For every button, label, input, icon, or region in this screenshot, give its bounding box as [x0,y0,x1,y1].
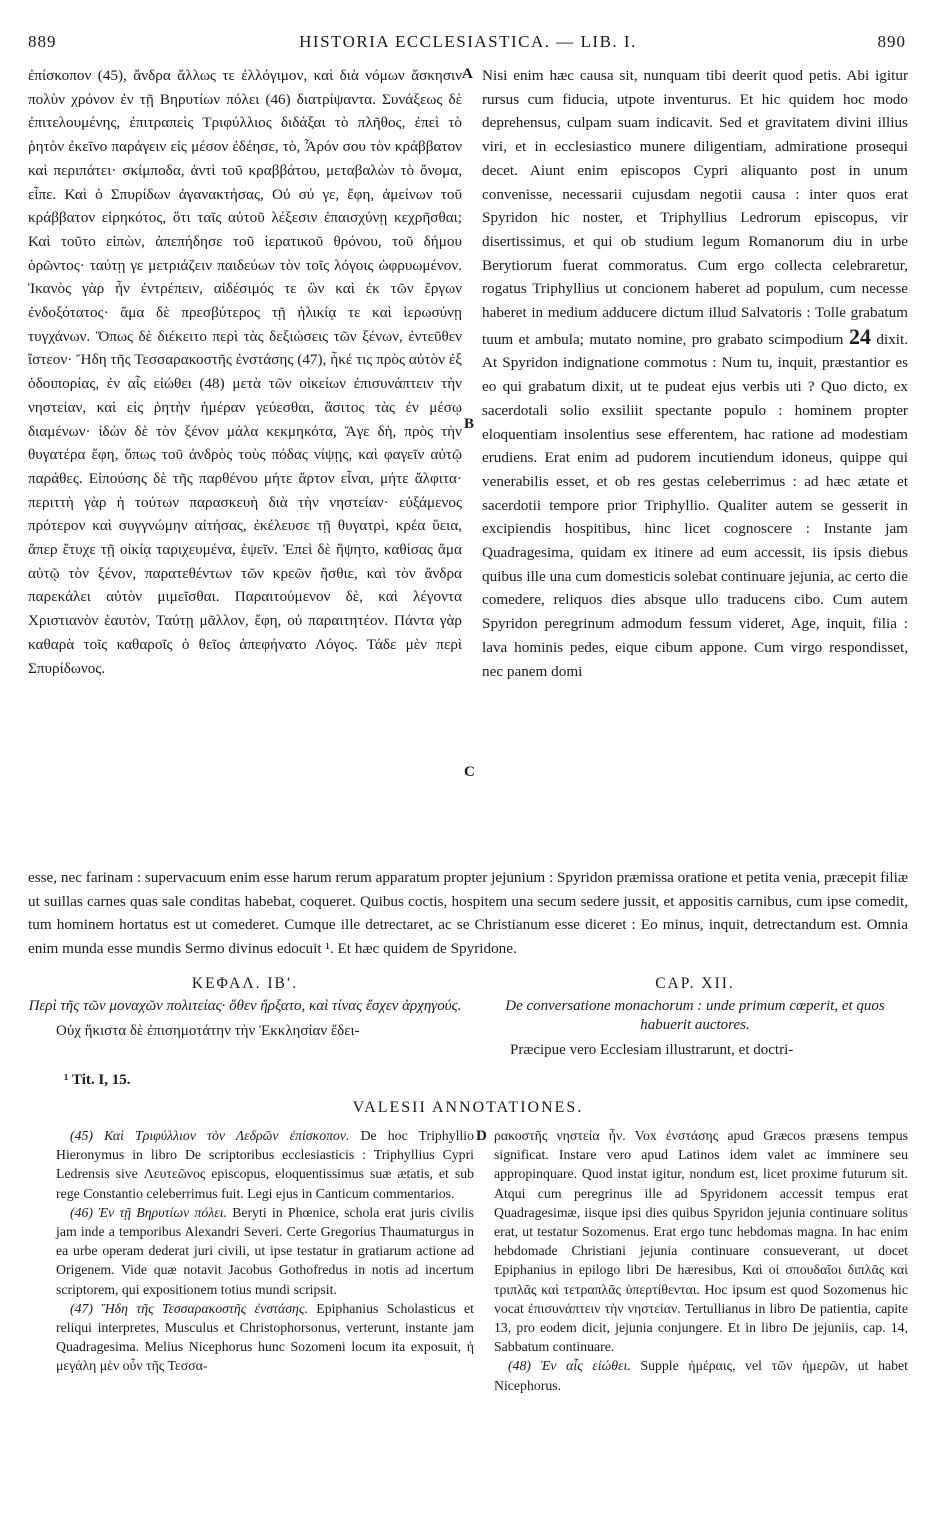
annotation-45-lemma: (45) Καὶ Τριφύλλιον τὸν Λεδρῶν ἐπίσκοπον. [70,1128,350,1143]
column-number-marker: 24 [848,323,871,349]
footnote: ¹ Tit. I, 15. [64,1072,131,1088]
margin-letter-c: C [464,764,475,780]
chapter-greek-title: ΚΕΦΑΛ. ΙΒʹ. [191,975,299,992]
page-number-right: 890 [877,32,906,51]
latin-text [482,64,908,683]
full-width-text: esse, nec farinam : supervacuum enim esse harum rerum apparatum propter jejunium : Spyridon præmissa oratione et petita venia, præcepit filiæ ut suillas carnes quas sale conditas habebat, coqueret. Quibus coctis, hospitem una secum sedere jussit, et appositis carnibus, cum ipse comedit, tum hominem hortatus est ut comederet. Cumque ille detrectaret, ac se Christianum esse diceret : Eo minus, inquit, detrectandum est. Omnia enim munda esse mundis Sermo divinus edocuit ¹. Et hæc quidem de Spyridone. [28,869,908,958]
annotation-47 [56,1299,474,1376]
latin-column [482,64,908,683]
annotation-47-continued: ρακοστῆς νηστεία ἦν. Vox ἐνστάσης apud Græcos præsens tempus significat. Instare vero apud Latinos idem valet ac imminere seu appropinquare. Quod instat igitur, nondum est, licet proxime futurum sit. Atqui cum peregrinus ille ad Spyridonem accessit tempus erat Quadragesimæ, iisque ipsi dies quibus Spyridon jejunia continuare solitus erat, ut testatur Sozomenus. Erat ergo tunc hebdomas magna. In hac enim hebdomade Christiani jejunia continuare consueverant, ut docet Epiphanius in epilogo libri De hæresibus, Καὶ οἱ σπουδαῖοι διπλᾶς καὶ τριπλᾶς καὶ τετραπλᾶς ὑπερτίθενται. Hoc ipsum est quod Sozomenus hic vocat ἐπισυνάπτειν τὴν νηστείαν. Tertullianus in libro De patientia, capite 13, pro eodem dicit, jejunia conjungere. Et in libro De jejuniis, cap. 14, Sabbatum continuare. [494,1128,908,1355]
annotation-45-text: De hoc Triphyllio Hieronymus in libro De scriptoribus ecclesiasticis : Triphyllius Cypri Ledrensis sive Λευτεῶνος episcopus, eloquentissimus suæ ætatis, et sub rege Constantio celeberrimus fuit. Legi ejus in Canticum commentarios. [56,1128,474,1201]
annotations-left-column [56,1126,474,1376]
page-number-left: 889 [28,32,57,51]
annotation-47-lemma: (47) Ἤδη τῆς Τεσσαρακοστῆς ἐνστάσης. [70,1300,308,1316]
running-title: HISTORIA ECCLESIASTICA. — LIB. I. [299,32,637,51]
annotation-48-lemma: (48) Ἐν αἷς εἰώθει. [508,1358,631,1374]
latin-text-part-1: Nisi enim hæc causa sit, nunquam tibi deerit quod petis. Abi igitur rursus cum fiducia, utpote inventurus. Et hic quidem hoc modo deprehensus, culpam suam indicavit. Sed et gravitatem divini illius viri, et in ecclesiastico munere diligentiam, admiratione prosequi decet. Aiunt enim episcopos Cypri aliquanto post in unum convenisse, necessarii cujusdam negotii causa : inter quos erat Spyridon hic noster, et Triphyllius Ledrorum episcopus, vir disertissimus, et qui ob studium legum Romanorum diu in urbe Berytiorum fuerat commoratus. Cum ergo collecta celebraretur, rogatus Triphyllius ut concionem haberet ad populum, cum necesse haberet in medium adducere dictum illud Salvatoris : Tolle grabatum tuum et ambula; mutato nomine, pro grabato scimpodium [482,67,908,348]
chapter-greek [28,975,462,1042]
greek-column [28,64,462,680]
annotation-45 [56,1126,474,1203]
annotations-heading: VALESII ANNOTATIONES. [352,1099,584,1116]
margin-letter-a: A [462,66,473,82]
chapter-greek-subtitle: Περὶ τῆς τῶν μοναχῶν πολιτείας· ὅθεν ἤρξατο, καὶ τίνας ἔσχεν ἀρχηγούς. [28,998,462,1014]
annotation-48-text: Supple ἡμέραις, vel τῶν ἡμερῶν, ut habet Nicephorus. [494,1358,908,1393]
margin-letter-b: B [464,416,475,432]
chapter-latin-title: CAP. XII. [655,975,735,992]
annotation-48 [494,1356,908,1394]
annotations-right-column [494,1126,908,1395]
chapter-latin-subtitle: De conversatione monachorum : unde primum cœperit, et quos habuerit auctores. [505,998,885,1033]
greek-text: ἐπίσκοπον (45), ἄνδρα ἄλλως τε ἐλλόγιμον, καὶ διὰ νόμων ἄσκησιν πολὺν χρόνον ἐν τῇ Βηρυτίων πόλει (46) διατρίψαντα. Συνάξεως δὲ ἐπιτελουμένης, ἐπιτραπεὶς Τριφύλλιος διδάξαι τὸ πλῆθος, ἐπεὶ τὸ ῥητὸν ἐκεῖνο παράγειν εἰς μέσον ἐδέησε, τὸ, Ἆρόν σου τὸν κράββατον καὶ περιπάτει· σκίμποδα, ἀντὶ τοῦ κραββάτου, μεταβαλὼν τὸ ὄνομα, εἶπε. Καὶ ὁ Σπυρίδων ἀγανακτήσας, Οὐ σύ γε, ἔφη, ἀμείνων τοῦ κράββατον εἰρηκότος, ὅτι ταῖς αὐτοῦ λέξεσιν ἐπαισχύνῃ κεχρῆσθαι; Καὶ τοῦτο εἰπὼν, ἀπεπήδησε τοῦ ἱερατικοῦ θρόνου, τοῦ δήμου ὁρῶντος· ταύτῃ γε μετριάζειν παιδεύων τὸν τοῖς λόγοις ὠφρυωμένον. Ἱκανὸς γὰρ ἦν ἐντρέπειν, αἰδέσιμός τε ὢν καὶ ἐκ τῶν ἔργων ἐνδοξότατος· ἅμα δὲ πρεσβύτερος τῇ ἡλικίᾳ τε καὶ ἱερωσύνῃ τυγχάνων. Ὅπως δὲ διέκειτο περὶ τὰς δεξιώσεις τῶν ξένων, ἐντεῦθεν ἴστεον· Ἤδη τῆς Τεσσαρακοστῆς ἐνστάσης (47), ἧκέ τις πρὸς αὐτὸν ἐξ ὁδοιπορίας, ἐν αἷς εἰώθει (48) μετὰ τῶν οἰκείων ἐπισυνάπτειν τὴν νηστείαν, καὶ εἰς ῥητὴν ἡμέραν γεύεσθαι, ἄσιτος τὰς ἐν μέσῳ διαμένων· ἰδὼν δὲ τὸν ξένον μάλα κεκμηκότα, Ἄγε δὴ, πρὸς τὴν θυγατέρα ἔφη, ὅπως τοῦ ἀνδρὸς τοὺς πόδας νίψῃς, καὶ φαγεῖν αὐτῷ παράθες. Εἰπούσης δὲ τῆς παρθένου μήτε ἄρτον εἶναι, μήτε ἄλφιτα· περιττὴ γὰρ ἡ τούτων παρασκευὴ διὰ τὴν νηστείαν· εὐξάμενος πρότερον καὶ συγγνώμην αἰτήσας, ἐκέλευσε τῇ θυγατρὶ, κρέα ὕεια, ἅπερ ἔτυχε τῇ οἰκίᾳ ταριχευμένα, ἑψεῖν. Ἐπεὶ δὲ ἥψητο, καθίσας ἅμα αὐτῷ τὸν ξένον, παρατεθέντων τῶν κρεῶν ἤσθιε, καὶ τὸν ἄνδρα παρεκάλει αὐτὸν μιμεῖσθαι. Παραιτούμενον δὲ, καὶ λέγοντα Χριστιανὸν ἑαυτὸν, Ταύτῃ μᾶλλον, ἔφη, οὐ παραιτητέον. Πάντα γὰρ καθαρὰ τοῖς καθαροῖς ὁ θεῖος ἀπεφήνατο Λόγος. Τάδε μὲν περὶ Σπυρίδωνος. [28,67,462,677]
margin-letter-d: D [476,1128,487,1144]
annotation-47-text: Epiphanius Scholasticus et reliqui interpretes, Musculus et Christophorsonus, verterunt, instante jam Quadragesima. Melius Nicephorus hunc Sozomeni locum ita exposuit, ἡ μεγάλη μὲν οὖν τῆς Τεσσα- [56,1300,474,1374]
annotation-46 [56,1203,474,1299]
chapter-latin [482,975,908,1061]
running-header [0,32,936,56]
annotation-46-lemma: (46) Ἐν τῇ Βηρυτίων πόλει. [70,1204,227,1220]
latin-text-part-2: dixit. At Spyridon indignatione commotus : Num tu, inquit, præstantior es eo qui grabatum dixit, ut te pudeat ejus verbis uti ? Quo dicto, ex sacerdotali solio exsiliit spectante populo : hominem propter eloquentiam insolentius sese efferentem, hac ratione ad modestiam erudiens. Erat enim ad pudorem incutiendum idoneus, quippe qui venerabilis esset, et ob res gestas celeberrimus : ad hæc ætate et sacerdotii tempore prior Triphyllio. Qualiter autem se gesserit in excipiendis hospitibus, hinc licet cognoscere : Instante jam Quadragesima, quidam ex itinere ad eum accessit, iis ipsis diebus quibus ille una cum domesticis solebat continuare jejunia, ac certo die comedere, reliquos dies absque ullo traducens cibo. Cum autem Spyridon peregrinum admodum fessum videret, Age, inquit, filia : lava hominis pedes, eique cibum appone. Cum virgo respondisset, nec panem domi [482,330,909,680]
chapter-latin-opening: Præcipue vero Ecclesiam illustrarunt, et doctri- [510,1042,794,1058]
annotation-46-text: Beryti in Phœnice, schola erat juris civilis jam inde a temporibus Alexandri Severi. Certe Gregorius Thaumaturgus in ea urbe operam dederat juri civili, ut ipse testatur in gratiarum actione ad Origenem. Vide quæ notavit Jacobus Gothofredus in notis ad incertum scriptorem, qui expositionem totius mundi scripsit. [56,1204,474,1297]
chapter-greek-opening: Οὐχ ἥκιστα δὲ ἐπισημοτάτην τὴν Ἐκκλησίαν ἔδει- [56,1023,360,1039]
